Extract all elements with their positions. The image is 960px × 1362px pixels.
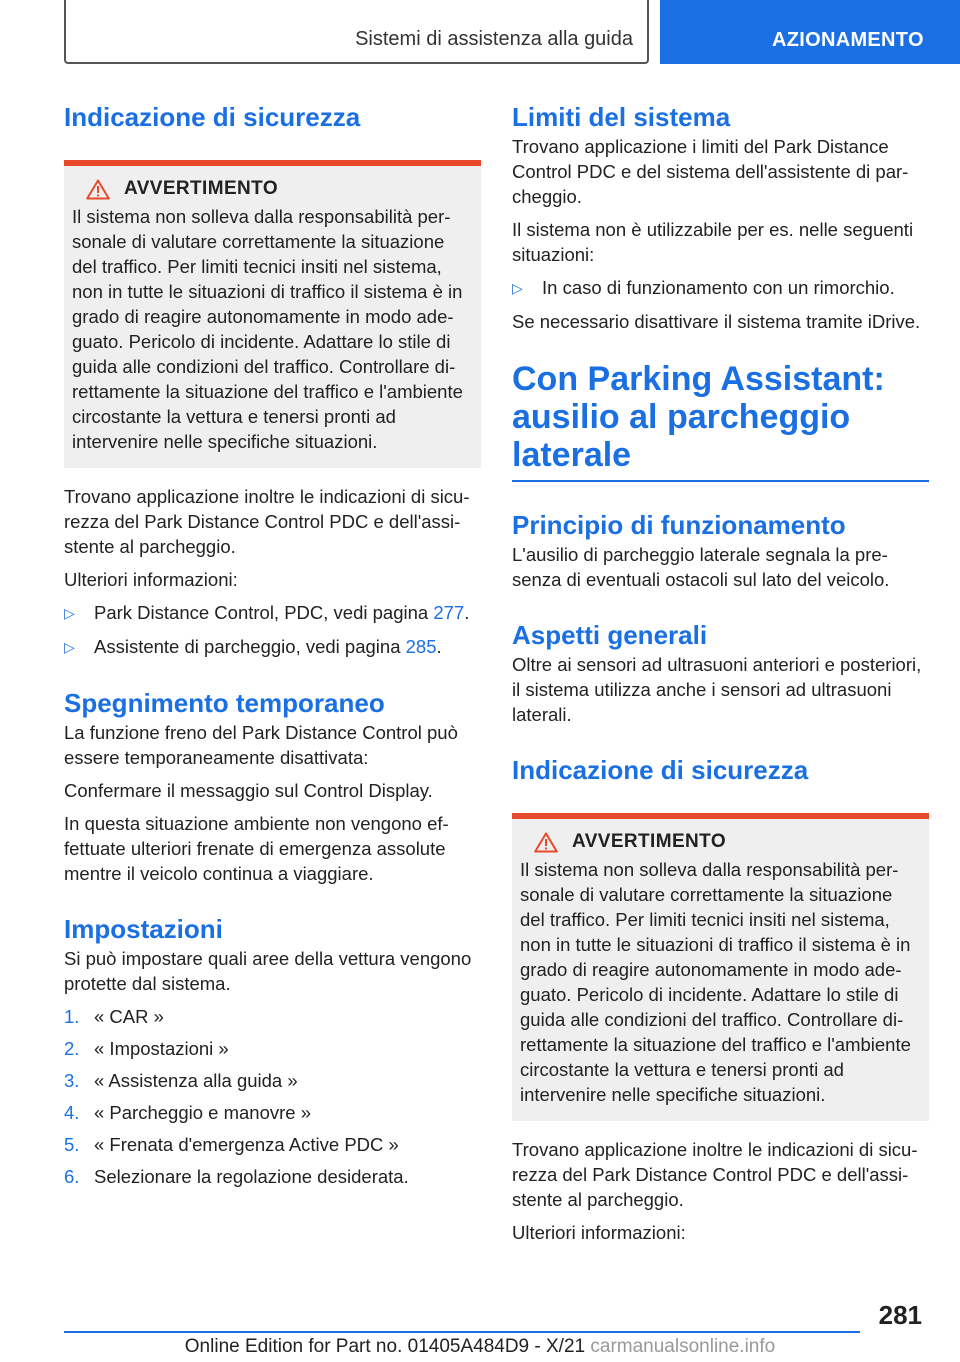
warning-text: Il sistema non solleva dalla responsabilità personale di valutare correttamente la situazione del traffico. Per limiti tecnici insiti nel sistema, non in tutte le situazioni di traffico il sistema è in grado di reagire autonomamente in modo adeguato. Pericolo di incidente. Adattare lo stile di guida alle condizioni del traffico. Controllare direttamente la situazione del traffico e l'ambiente circostante la vettura e tenersi pronti ad intervenire nelle specifiche situazioni. — [72, 206, 463, 452]
list-item-text: Assistente di parcheggio, vedi pagina 285. — [94, 636, 442, 657]
page-link[interactable]: 285 — [405, 636, 437, 657]
footer — [0, 1336, 960, 1358]
section-tab — [660, 0, 960, 64]
warning-header — [72, 178, 473, 200]
step-item: 3. « Assistenza alla guida » — [64, 1070, 298, 1091]
page-link[interactable]: 277 — [433, 602, 465, 623]
paragraph: Si può impostare quali aree della vettura vengono protette dal sistema. — [64, 948, 472, 994]
warning-box — [64, 160, 481, 468]
warning-title: AVVERTIMENTO — [572, 831, 726, 852]
list-item — [64, 600, 481, 626]
reference-list — [64, 600, 481, 660]
heading-temporary-off: Spegnimento temporaneo — [64, 688, 385, 718]
list-item-text: In caso di funzionamento con un rimorchio. — [542, 277, 895, 298]
watermark: carmanualsonline.info — [590, 1336, 776, 1357]
section-title: AZIONAMENTO — [772, 29, 924, 51]
list-item-text: Park Distance Control, PDC, vedi pagina 277. — [94, 602, 470, 623]
paragraph: Trovano applicazione inoltre le indicazioni di sicurezza del Park Distance Control PDC e dell'assistente al parcheggio. — [64, 486, 470, 557]
settings-steps — [64, 1004, 481, 1189]
chapter-title: Sistemi di assistenza alla guida — [355, 28, 633, 50]
left-column — [64, 100, 481, 1189]
footer-divider — [64, 1331, 860, 1333]
triangle-right-icon: ▷ — [512, 280, 523, 296]
step-item: 2. « Impostazioni » — [64, 1038, 229, 1059]
warning-title: AVVERTIMENTO — [124, 178, 278, 199]
heading-safety: Indicazione di sicurezza — [512, 755, 809, 785]
triangle-right-icon: ▷ — [64, 605, 75, 621]
heading-settings: Impostazioni — [64, 914, 223, 944]
paragraph: Trovano applicazione i limiti del Park Distance Control PDC e del sistema dell'assistente di parcheggio. — [512, 136, 909, 207]
list-item — [64, 634, 481, 660]
warning-triangle-icon — [86, 179, 110, 200]
warning-box — [512, 813, 929, 1121]
limits-list — [512, 275, 929, 301]
heading-parking-assistant: Con Parking Assistant: ausilio al parcheggio laterale — [512, 360, 929, 482]
triangle-right-icon: ▷ — [64, 639, 75, 655]
paragraph: Ulteriori informazioni: — [64, 569, 238, 590]
paragraph: Oltre ai sensori ad ultrasuoni anteriori e posteriori, il sistema utilizza anche i sensori ad ultrasuoni laterali. — [512, 654, 922, 725]
step-item: 4. « Parcheggio e manovre » — [64, 1102, 311, 1123]
list-item — [512, 275, 929, 301]
paragraph: Ulteriori informazioni: — [512, 1222, 686, 1243]
warning-triangle-icon — [534, 832, 558, 853]
paragraph: In questa situazione ambiente non vengono effettuate ulteriori frenate di emergenza assolute mentre il veicolo continua a viaggiare. — [64, 813, 449, 884]
paragraph: Il sistema non è utilizzabile per es. nelle seguenti situazioni: — [512, 219, 914, 265]
heading-limits: Limiti del sistema — [512, 102, 731, 132]
warning-header — [520, 831, 921, 853]
heading-safety: Indicazione di sicurezza — [64, 102, 361, 132]
heading-principle: Principio di funzionamento — [512, 510, 846, 540]
edition-text: Online Edition for Part no. 01405A484D9 - X/21 — [184, 1336, 586, 1357]
page-number: 281 — [878, 1300, 922, 1330]
paragraph: L'ausilio di parcheggio laterale segnala la presenza di eventuali ostacoli sul lato del veicolo. — [512, 544, 890, 590]
step-item: 6. Selezionare la regolazione desiderata. — [64, 1166, 409, 1187]
paragraph: Se necessario disattivare il sistema tramite iDrive. — [512, 311, 921, 332]
warning-text: Il sistema non solleva dalla responsabilità personale di valutare correttamente la situazione del traffico. Per limiti tecnici insiti nel sistema, non in tutte le situazioni di traffico il sistema è in grado di reagire autonomamente in modo adeguato. Pericolo di incidente. Adattare lo stile di guida alle condizioni del traffico. Controllare direttamente la situazione del traffico e l'ambiente circostante la vettura e tenersi pronti ad intervenire nelle specifiche situazioni. — [520, 859, 911, 1105]
chapter-tab — [64, 0, 649, 64]
paragraph: La funzione freno del Park Distance Control può essere temporaneamente disattivata: — [64, 722, 458, 768]
heading-general: Aspetti generali — [512, 620, 708, 650]
step-item: 1. « CAR » — [64, 1006, 164, 1027]
right-column — [512, 100, 929, 1245]
paragraph: Confermare il messaggio sul Control Display. — [64, 780, 433, 801]
page-header — [0, 0, 960, 66]
paragraph: Trovano applicazione inoltre le indicazioni di sicurezza del Park Distance Control PDC e dell'assistente al parcheggio. — [512, 1139, 918, 1210]
step-item: 5. « Frenata d'emergenza Active PDC » — [64, 1134, 399, 1155]
